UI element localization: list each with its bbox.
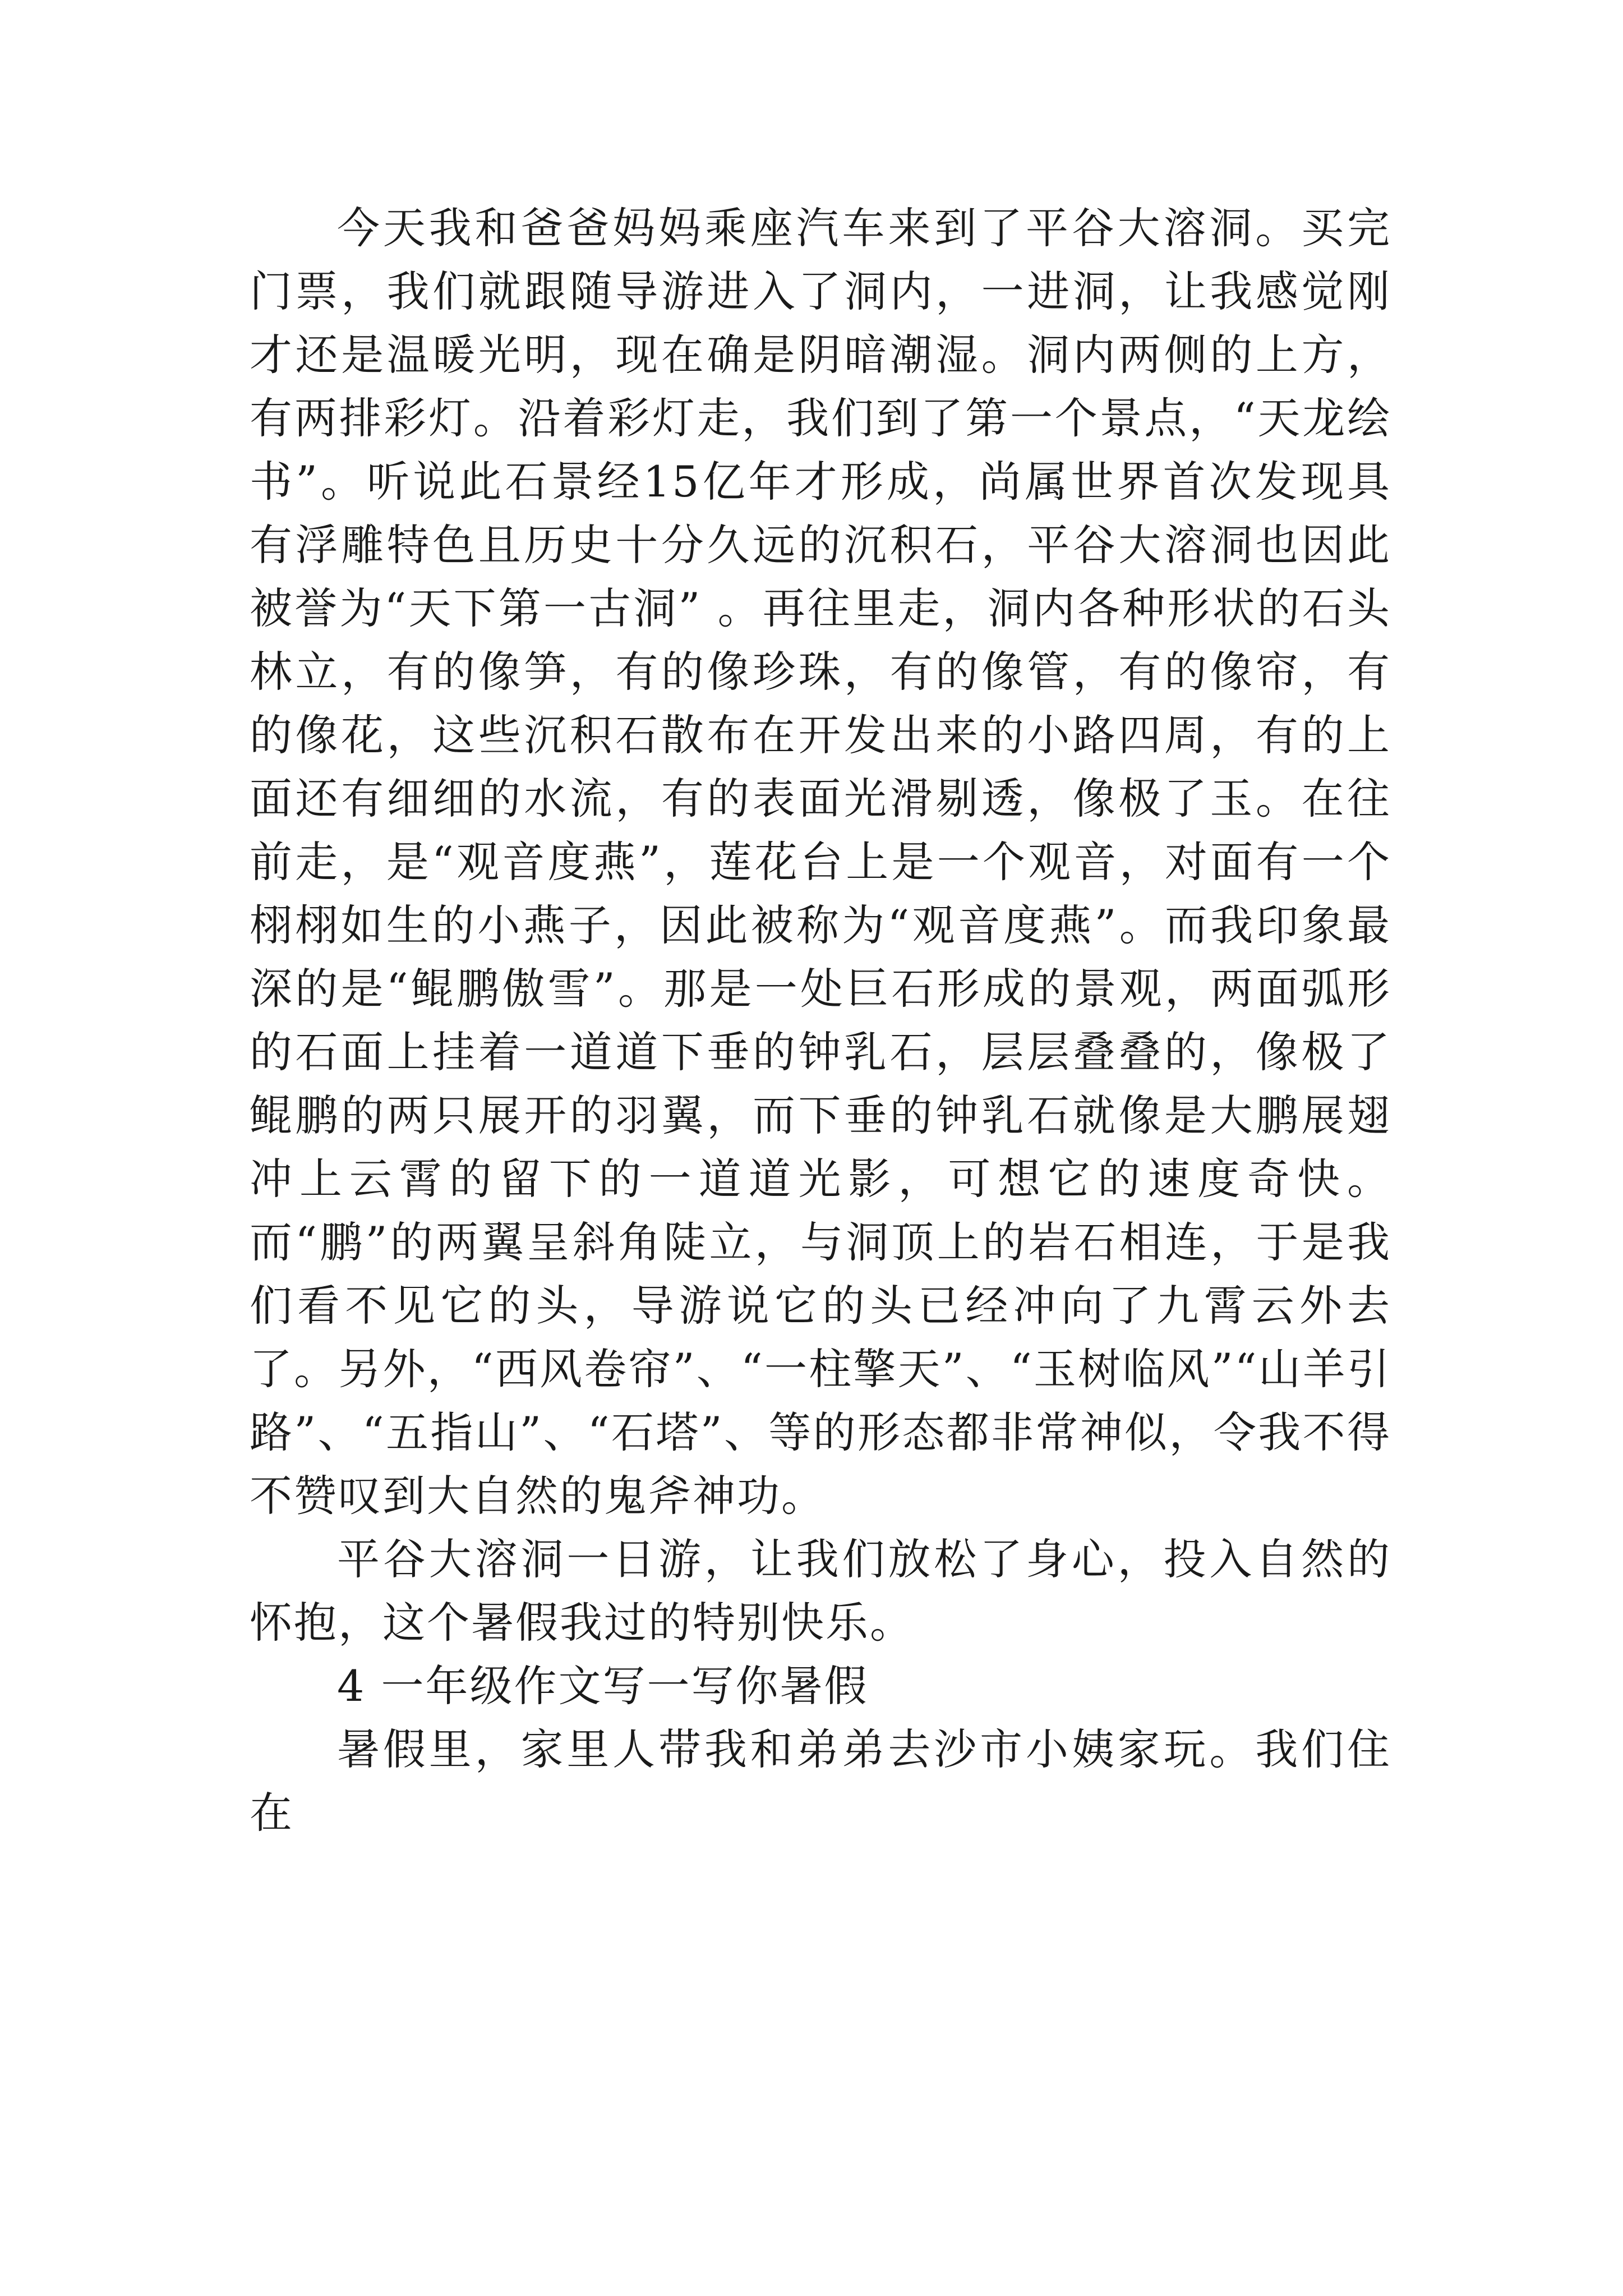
paragraph-conclusion: 平谷大溶洞一日游，让我们放松了身心，投入自然的怀抱，这个暑假我过的特别快乐。 [250, 1534, 1391, 1648]
paragraph-cave-visit: 今天我和爸爸妈妈乘座汽车来到了平谷大溶洞。买完门票，我们就跟随导游进入了洞内，一进洞，让我感觉刚才还是温暖光明，现在确是阴暗潮湿。洞内两侧的上方，有两排彩灯。沿着彩灯走，我们到了第一个景点，“天龙绘书”。听说此石景经15亿年才形成，尚属世界首次发现具有浮雕特色且历史十分久远的沉积石，平谷大溶洞也因此被誉为“天下第一古洞” 。再往里走，洞内各种形状的石头林立，有的像笋，有的像珍珠，有的像管，有的像帘，有的像花，这些沉积石散布在开发出来的小路四周，有的上面还有细细的水流，有的表面光滑剔透，像极了玉。在往前走，是“观音度燕”，莲花台上是一个观音，对面有一个栩栩如生的小燕子，因此被称为“观音度燕”。而我印象最深的是“鲲鹏傲雪”。那是一处巨石形成的景观，两面弧形的石面上挂着一道道下垂的钟乳石，层层叠叠的，像极了鲲鹏的两只展开的羽翼，而下垂的钟乳石就像是大鹏展翅冲上云霄的留下的一道道光影，可想它的速度奇快。而“鹏”的两翼呈斜角陡立，与洞顶上的岩石相连，于是我们看不见它的头，导游说它的头已经冲向了九霄云外去了。另外，“西风卷帘”、“一柱擎天”、“玉树临风”“山羊引路”、“五指山”、“石塔”、等的形态都非常神似，令我不得不赞叹到大自然的鬼斧神功。 [250, 203, 1391, 1521]
document-body [250, 196, 1391, 1844]
paragraph-next-essay: 暑假里，家里人带我和弟弟去沙市小姨家玩。我们住在 [250, 1724, 1391, 1838]
essay-heading: 4 一年级作文写一写你暑假 [337, 1661, 869, 1711]
